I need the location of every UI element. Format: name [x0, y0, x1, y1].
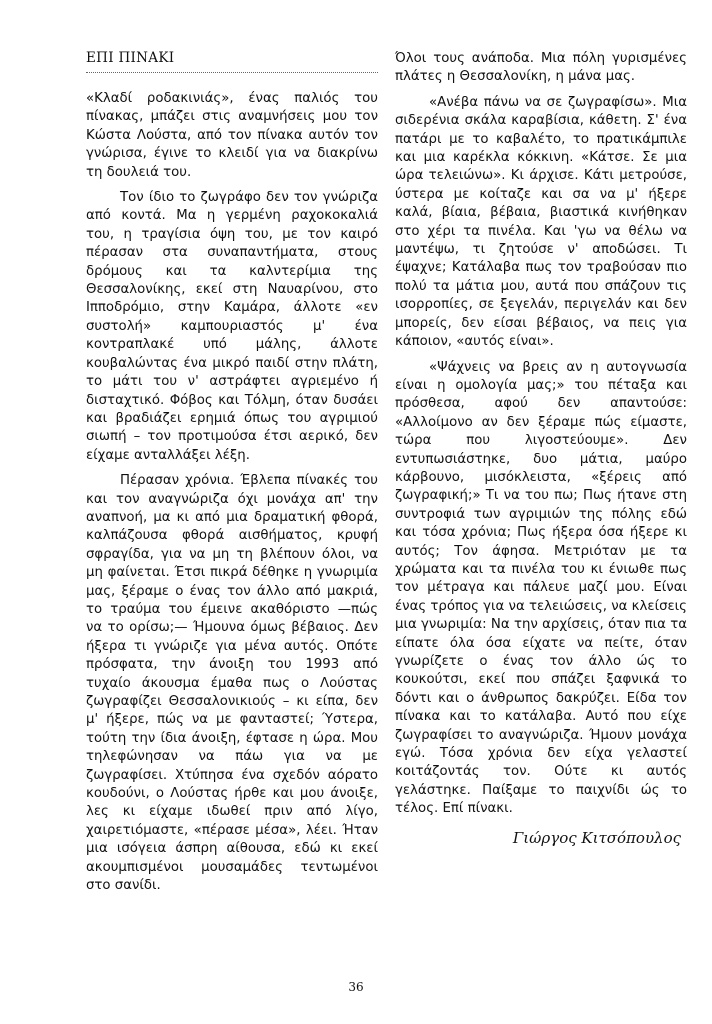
paragraph: Όλοι τους ανάποδα. Μια πόλη γυρισμένες πλάτες η Θεσσαλονίκη, η μάνα μας.	[395, 51, 687, 85]
paragraph: «Κλαδί ροδακινιάς», ένας παλιός του πίνακας, μπάζει στις αναμνήσεις μου τον Κώστα Λούστα, από τον πίνακα αυτόν τον γνώρισα, έγινε το κλειδί για να διακρίνω τη δουλειά του.	[86, 91, 378, 180]
running-header	[86, 50, 378, 73]
paragraph: Τον ίδιο το ζωγράφο δεν τον γνώριζα από κοντά. Μα η γερμένη ραχοκοκαλιά του, η τραγίσια όψη του, με τον καιρό πέρασαν στα συναπαντήματα, στους δρόμους και τα καλντερίμια της Θεσσαλονίκης, εκεί στη Ναυαρίνου, στο Ιπποδρόμιο, στην Καμάρα, άλλοτε «εν συστολή» καμπουριαστός μ' ένα κοντραπλακέ υπό μάλης, άλλοτε κουβαλώντας ένα μικρό παιδί στην πλάτη, το μάτι του ν' αστράφτει αγριεμένο ή δισταχτικό. Φόβος και Τόλμη, όταν δυσάει και βραδιάζει ερημιά όπως του αγριμιού σιωπή – τον προτιμούσα έτσι αερικό, δεν είχαμε ανταλλάξει λέξη.	[86, 190, 378, 463]
author-signature: Γιώργος Κιτσόπουλος	[512, 828, 681, 847]
section-title: ΕΠΙ ΠΙΝΑΚΙ	[86, 50, 175, 66]
paragraph: «Ανέβα πάνω να σε ζωγραφίσω». Μια σιδερένια σκάλα καραβίσια, κάθετη. Σ' ένα πατάρι με το καβαλέτο, το πρατικάμπιλε και μια καρέκλα κόκκινη. «Κάτσε. Σε μια ώρα τελειώνω». Κι άρχισε. Κάτι μετρούσε, ύστερα με κοίταζε και σα να μ' ήξερε καλά, βίαια, βέβαια, βιαστικά κινήθηκαν στο χέρι τα πινέλα. Και 'γω να θέλω να μαντέψω, τι ζητούσε ν' αποδώσει. Τι έψαχνε; Κατάλαβα πως τον τραβούσαν πιο πολύ τα μάτια μου, αυτά που σπάζουν τις ισορροπίες, σε ξεγελάν, περιγελάν και δεν μπορείς, δεν είσαι βέβαιος, να πεις για κάποιον, «αυτός είναι».	[395, 94, 687, 350]
left-text-column	[86, 90, 378, 902]
right-text-column	[395, 50, 687, 847]
page-number: 36	[348, 980, 364, 994]
paragraph: «Ψάχνεις να βρεις αν η αυτογνωσία είναι η ομολογία μας;» του πέταξα και πρόσθεσα, αφού δεν απαντούσε: «Αλλοίμονο αν δεν ξέραμε πώς είμαστε, τώρα που λιγοστεύουμε». Δεν εντυπωσιάστηκε, δυο μάτια, μαύρο κάρβουνο, μισόκλειστα, «ξέρεις από ζωγραφική;» Τι να του πω; Πως ήτανε στη συντροφιά των αγριμιών της πόλης εδώ και τόσα χρόνια; Πως ήξερα όσα ήξερε κι αυτός; Τον άφησα. Μετριόταν με τα χρώματα και τα πινέλα του κι ένιωθε πως τον μέτραγα και πάλευε μαζί μου. Είναι ένας τρόπος για να τελειώσεις, να κλείσεις μια γνωριμία: Να την αρχίσεις, όταν πια τα είπατε όλα όσα είχατε να πείτε, όταν γνωρίζετε ο ένας τον άλλο ώς το κουκούτσι, εκεί που σπάζει ξαφνικά το δόντι και ο άνθρωπος δακρύζει. Είδα τον πίνακα και το κατάλαβα. Αυτό που είχε ζωγραφίσει το αναγνώριζα. Ήμουν μονάχα εγώ. Τόσα χρόνια δεν είχα γελαστεί κοιτάζοντάς τον. Ούτε κι αυτός γελάστηκε. Παίξαμε το παιχνίδι ώς το τέλος. Επί πίνακι.	[395, 359, 687, 817]
paragraph: Πέρασαν χρόνια. Έβλεπα πίνακές του και τον αναγνώριζα όχι μονάχα απ' την αναπνοή, μα κι από μια δραματική φθορά, καλπάζουσα φθορά αισθήματος, κρυφή σφραγίδα, για να μη τη βλέπουν όλοι, να μη φαίνεται. Έτσι πικρά δέθηκε η γνωριμία μας, ξέραμε ο ένας τον άλλο από μακριά, το τραύμα του έμεινε ακαθόριστο —πώς να το ορίσω;— Ήμουνα όμως βέβαιος. Δεν ήξερα τι γνώριζε για μένα αυτός. Οπότε πρόσφατα, την άνοιξη του 1993 από τυχαίο άκουσμα έμαθα πως ο Λούστας ζωγραφίζει Θεσσαλονικιούς – κι είπα, δεν μ' ήξερε, πώς να με φανταστεί; Ύστερα, τούτη την ίδια άνοιξη, έφτασε η ώρα. Μου τηλεφώνησαν να πάω για να με ζωγραφίσει. Χτύπησα ένα σχεδόν αόρατο κουδούνι, ο Λούστας ήρθε και μου άνοιξε, λες κι είχαμε ιδωθεί πριν από λίγο, χαιρετιόμαστε, «πέρασε μέσα», λέει. Ήταν μια ισόγεια άσπρη αίθουσα, εδώ κι εκεί ακουμπισμένοι μουσαμάδες τεντωμένοι στο σανίδι.	[86, 473, 378, 894]
header-divider	[86, 72, 378, 73]
